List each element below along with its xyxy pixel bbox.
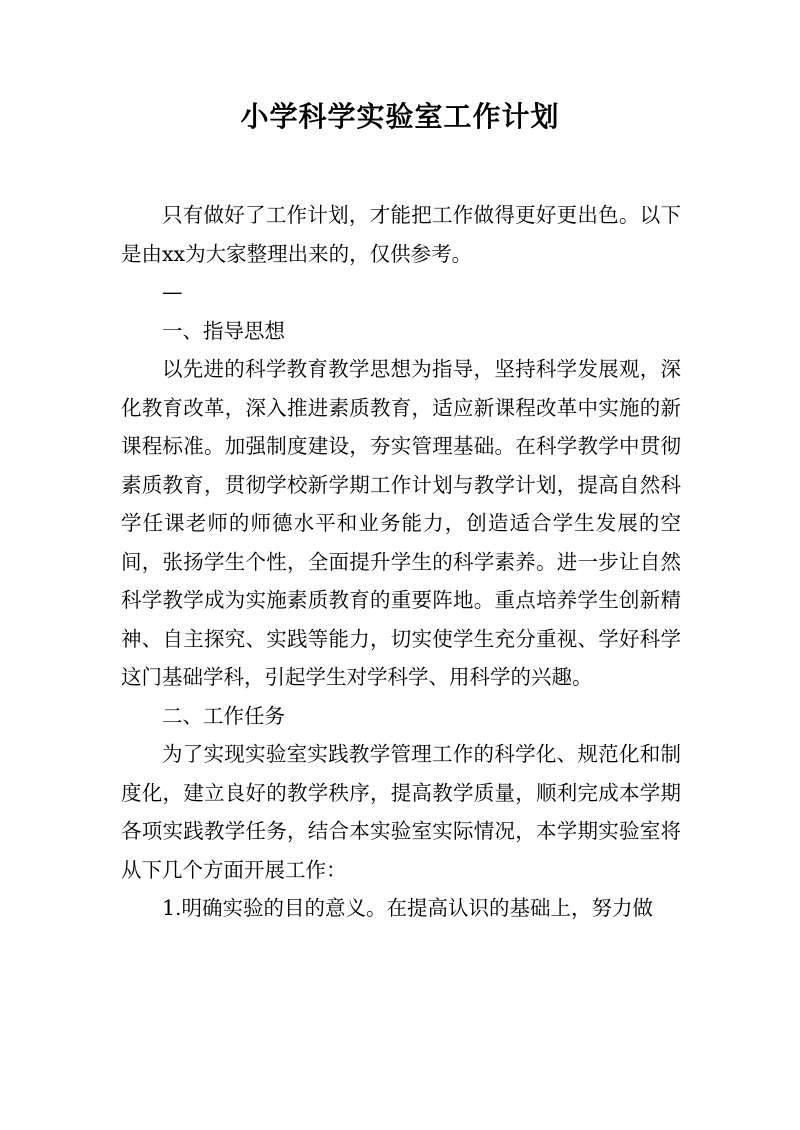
document-body [121,196,681,928]
list-item-1: 1.明确实验的目的意义。在提高认识的基础上，努力做 [162,896,654,920]
section-2-heading: 二、工作任务 [162,703,285,728]
section-1-paragraph: 以先进的科学教育教学思想为指导，坚持科学发展观，深化教育改革，深入推进素质教育，适应新课程改革中实施的新课程标准。加强制度建设，夯实管理基础。在科学教学中贯彻素质教育，贯彻学校新学期工作计划与教学计划，提高自然科学任课老师的师德水平和业务能力，创造适合学生发展的空间，张扬学生个性，全面提升学生的科学素养。进一步让自然科学教学成为实施素质教育的重要阵地。重点培养学生创新精神、自主探究、实践等能力，切实使学生充分重视、学好科学这门基础学科，引起学生对学科学、用科学的兴趣。 [121,357,681,689]
section-2-paragraph: 为了实现实验室实践教学管理工作的科学化、规范化和制度化，建立良好的教学秩序，提高教学质量，顺利完成本学期各项实践教学任务，结合本实验室实际情况，本学期实验室将从下几个方面开展工作： [121,742,681,882]
document-title: 小学科学实验室工作计划 [240,100,560,133]
section-1-heading: 一、指导思想 [162,318,285,343]
separator-line: — [162,280,183,304]
intro-paragraph: 只有做好了工作计划，才能把工作做得更好更出色。以下是由xx为大家整理出来的，仅供参考。 [121,203,681,266]
